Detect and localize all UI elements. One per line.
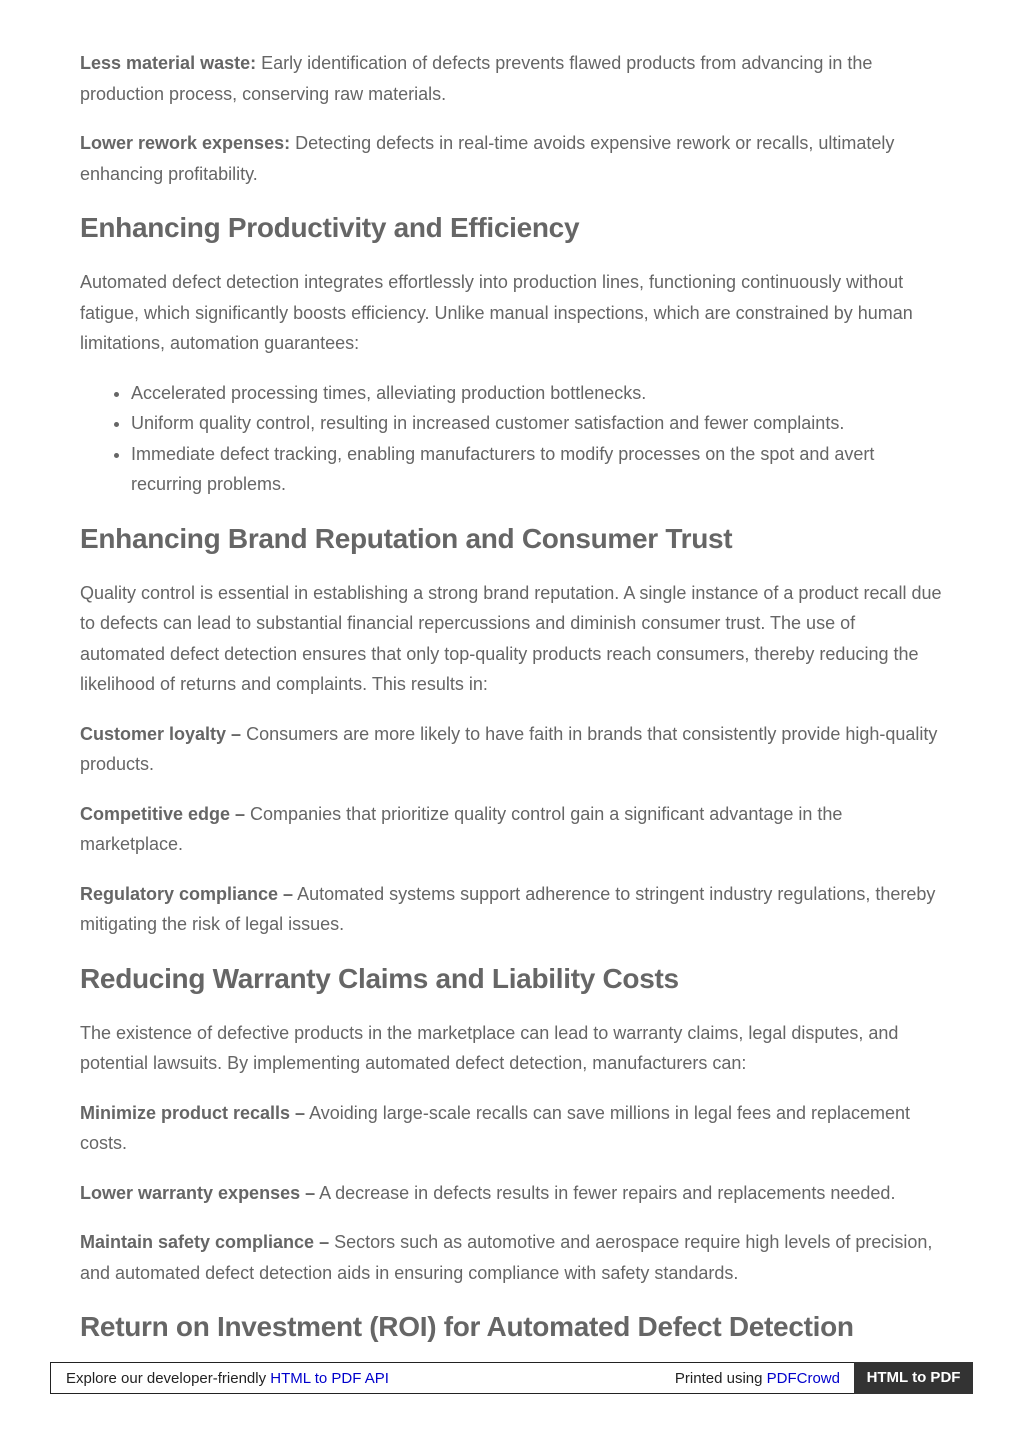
list-item: • Immediate defect tracking, enabling manufacturers to modify processes on the spot and avert recurring problems. xyxy=(131,439,945,500)
intro-term-1: Less material waste: xyxy=(80,53,257,73)
article-content xyxy=(80,48,945,1366)
brand-item-term-2: Competitive edge – xyxy=(80,803,246,824)
brand-item-3 xyxy=(80,879,945,940)
intro-paragraph-1 xyxy=(80,48,945,109)
html-to-pdf-button[interactable]: HTML to PDF xyxy=(854,1362,973,1394)
warranty-item-text-2: A decrease in defects results in fewer repairs and replacements needed. xyxy=(315,1182,896,1203)
section-heading-brand-reputation: Enhancing Brand Reputation and Consumer Trust xyxy=(80,522,733,554)
pdfcrowd-link[interactable]: PDFCrowd xyxy=(766,1370,840,1387)
brand-item-text-3: Automated systems support adherence to stringent industry regulations, thereby mitigating the risk of legal issues. xyxy=(80,883,936,934)
brand-item-2 xyxy=(80,799,945,860)
warranty-item-text-3: Sectors such as automotive and aerospace require high levels of precision, and automated defect detection aids in ensuring compliance with safety standards. xyxy=(80,1232,933,1283)
section-heading-warranty: Reducing Warranty Claims and Liability Costs xyxy=(80,962,679,994)
warranty-item-2 xyxy=(80,1178,945,1209)
brand-item-text-2: Companies that prioritize quality control gain a significant advantage in the marketplace. xyxy=(80,803,843,854)
warranty-item-term-2: Lower warranty expenses – xyxy=(80,1182,316,1203)
warranty-item-1 xyxy=(80,1098,945,1159)
brand-item-1 xyxy=(80,719,945,780)
productivity-bullet-list xyxy=(80,378,945,500)
brand-item-text-1: Consumers are more likely to have faith in brands that consistently provide high-quality products. xyxy=(80,723,938,774)
section-paragraph-warranty: The existence of defective products in the marketplace can lead to warranty claims, legal disputes, and potential lawsuits. By implementing automated defect detection, manufacturers can: xyxy=(80,1022,899,1073)
warranty-item-term-1: Minimize product recalls – xyxy=(80,1102,306,1123)
brand-item-term-1: Customer loyalty – xyxy=(80,723,242,744)
section-heading-productivity: Enhancing Productivity and Efficiency xyxy=(80,212,580,243)
footer-printed-using xyxy=(675,1370,840,1387)
intro-term-2: Lower rework expenses: xyxy=(80,133,291,153)
section-paragraph-brand-reputation: Quality control is essential in establishing a strong brand reputation. A single instance of a product recall due to defects can lead to substantial financial repercussions and diminish consumer trust. The use of automated defect detection ensures that only top-quality products reach consumers, thereby reducing the likelihood of returns and complaints. This results in: xyxy=(80,582,942,694)
list-item: • Accelerated processing times, alleviating production bottlenecks. xyxy=(131,378,945,409)
footer-promo-text: Explore our developer-friendly xyxy=(66,1370,271,1387)
intro-text-2: Detecting defects in real-time avoids expensive rework or recalls, ultimately enhancing profitability. xyxy=(80,133,895,184)
intro-paragraph-2 xyxy=(80,128,945,189)
pdf-footer-bar xyxy=(50,1362,973,1394)
brand-item-term-3: Regulatory compliance – xyxy=(80,883,294,904)
warranty-item-term-3: Maintain safety compliance – xyxy=(80,1232,330,1252)
list-item: • Uniform quality control, resulting in increased customer satisfaction and fewer complaints. xyxy=(131,408,945,439)
section-paragraph-productivity: Automated defect detection integrates effortlessly into production lines, functioning continuously without fatigue, which significantly boosts efficiency. Unlike manual inspections, which are constrained by human limitations, automation guarantees: xyxy=(80,272,913,353)
html-to-pdf-api-link[interactable]: HTML to PDF API xyxy=(270,1370,389,1387)
section-heading-roi: Return on Investment (ROI) for Automated Defect Detection xyxy=(80,1311,854,1342)
warranty-item-3 xyxy=(80,1227,945,1288)
warranty-item-text-1: Avoiding large-scale recalls can save millions in legal fees and replacement costs. xyxy=(80,1102,911,1153)
footer-printed-text: Printed using xyxy=(674,1370,767,1387)
intro-text-1: Early identification of defects prevents flawed products from advancing in the production process, conserving raw materials. xyxy=(80,53,873,104)
footer-promo xyxy=(66,1370,389,1387)
